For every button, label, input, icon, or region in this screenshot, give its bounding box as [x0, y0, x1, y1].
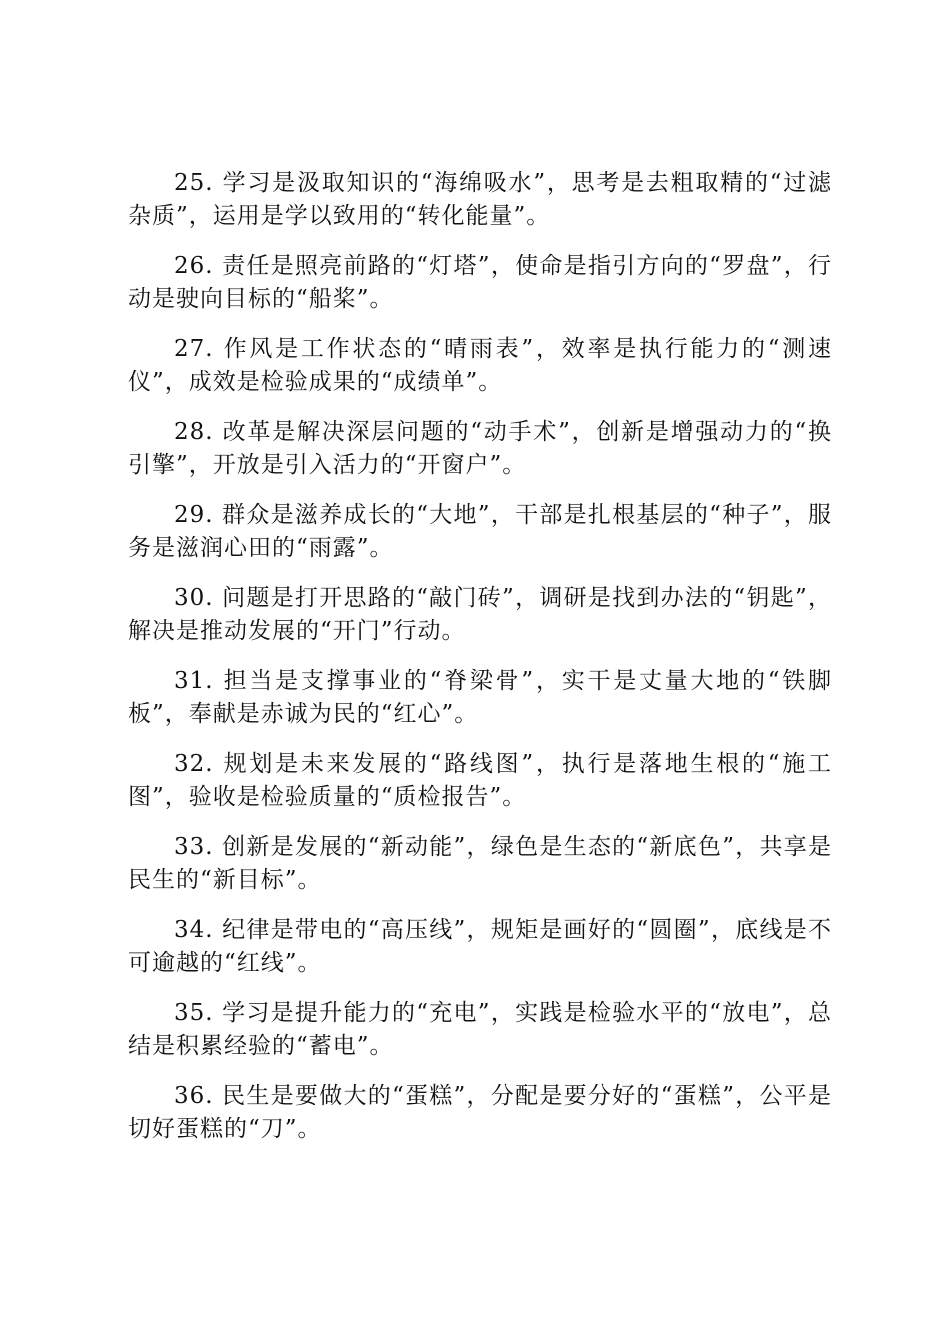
paragraph-31: 31. 担当是支撑事业的“脊梁骨”，实干是丈量大地的“铁脚板”，奉献是赤诚为民的“红心”。	[128, 668, 832, 727]
paragraph-27: 27. 作风是工作状态的“晴雨表”，效率是执行能力的“测速仪”，成效是检验成果的“成绩单”。	[128, 336, 832, 395]
paragraph-35: 35. 学习是提升能力的“充电”，实践是检验水平的“放电”，总结是积累经验的“蓄电”。	[128, 1000, 832, 1059]
paragraph-33: 33. 创新是发展的“新动能”，绿色是生态的“新底色”，共享是民生的“新目标”。	[128, 834, 832, 893]
paragraph-36: 36. 民生是要做大的“蛋糕”，分配是要分好的“蛋糕”，公平是切好蛋糕的“刀”。	[128, 1083, 832, 1142]
paragraph-32: 32. 规划是未来发展的“路线图”，执行是落地生根的“施工图”，验收是检验质量的“质检报告”。	[128, 751, 832, 810]
paragraph-34: 34. 纪律是带电的“高压线”，规矩是画好的“圆圈”，底线是不可逾越的“红线”。	[128, 917, 832, 976]
paragraph-25: 25. 学习是汲取知识的“海绵吸水”，思考是去粗取精的“过滤杂质”，运用是学以致用的“转化能量”。	[128, 170, 832, 229]
document-page	[128, 167, 832, 1163]
paragraph-29: 29. 群众是滋养成长的“大地”，干部是扎根基层的“种子”，服务是滋润心田的“雨露”。	[128, 502, 832, 561]
paragraph-28: 28. 改革是解决深层问题的“动手术”，创新是增强动力的“换引擎”，开放是引入活力的“开窗户”。	[128, 419, 832, 478]
paragraph-30: 30. 问题是打开思路的“敲门砖”，调研是找到办法的“钥匙”，解决是推动发展的“开门”行动。	[128, 585, 832, 644]
paragraph-26: 26. 责任是照亮前路的“灯塔”，使命是指引方向的“罗盘”，行动是驶向目标的“船桨”。	[128, 253, 832, 312]
